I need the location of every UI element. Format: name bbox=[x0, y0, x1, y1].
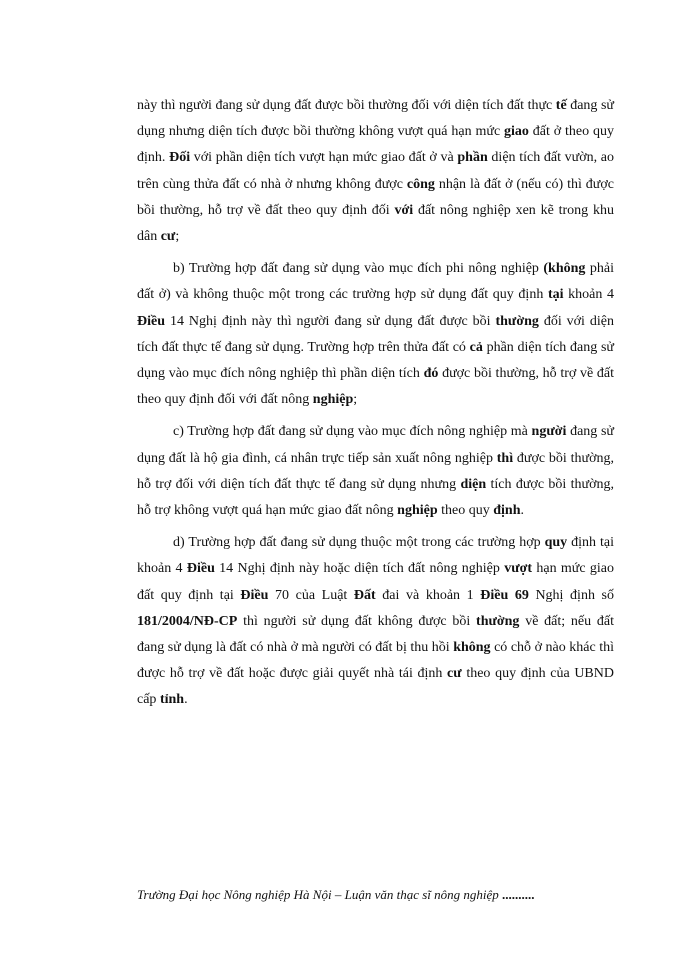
paragraph bbox=[137, 419, 614, 524]
bold-run: Điều bbox=[137, 313, 165, 329]
text-run: 70 của Luật bbox=[268, 587, 354, 603]
text-run: hạn mức giao đất quy định tại bbox=[137, 561, 614, 603]
bold-run: Điều bbox=[186, 561, 215, 577]
bold-run: tỉnh bbox=[159, 692, 185, 708]
text-run: đang sử dụng đất là hộ gia đình, cá nhân trực tiếp sản xuất nông nghiệp bbox=[137, 424, 614, 466]
bold-run: thường bbox=[495, 313, 539, 329]
bold-run: diện bbox=[460, 476, 487, 492]
bold-run: cả bbox=[469, 339, 483, 355]
text-run: theo quy bbox=[437, 503, 494, 519]
text-run: ; bbox=[175, 229, 180, 245]
text-run: này thì người đang sử dụng đất được bồi thường đối với diện tích đất thực bbox=[137, 98, 556, 113]
paragraph bbox=[137, 530, 614, 713]
text-run: b) Trường hợp đất đang sử dụng vào mục đích phi nông nghiệp bbox=[173, 261, 544, 277]
bold-run: 181/2004/NĐ-CP bbox=[137, 613, 238, 629]
bold-run: Đất bbox=[353, 587, 376, 603]
text-run: về đất; nếu đất đang sử dụng là đất có nhà ở mà người có đất bị thu hồi bbox=[137, 613, 614, 656]
bold-run: (không bbox=[543, 261, 586, 277]
text-run: d) Trường hợp đất đang sử dụng thuộc một trong các trường hợp bbox=[173, 535, 545, 551]
bold-run: quy bbox=[544, 535, 568, 551]
bold-run: giao bbox=[504, 124, 529, 140]
text-run: với phần diện tích vượt hạn mức giao đất ở và bbox=[190, 150, 458, 166]
bold-run: đó bbox=[423, 366, 439, 382]
bold-run: cư bbox=[447, 666, 462, 682]
text-run: có chỗ ở nào khác thì được hỗ trợ về đất hoặc được giải quyết nhà tái định bbox=[137, 640, 614, 682]
bold-run: định bbox=[493, 503, 521, 519]
text-run: tích được bồi thường, hỗ trợ không vượt quá hạn mức giao đất nông bbox=[137, 476, 614, 519]
paragraph bbox=[137, 256, 614, 413]
footer-ellipsis: .......... bbox=[498, 887, 535, 902]
text-run: định tại khoản 4 bbox=[137, 535, 614, 577]
bold-run: thường bbox=[476, 613, 520, 629]
page-footer bbox=[137, 887, 614, 903]
bold-run: vượt bbox=[504, 561, 533, 577]
text-run: nhận là đất ở (nếu có) thì được bồi thường, hỗ trợ về đất theo quy định đối bbox=[137, 176, 615, 218]
bold-run: cư bbox=[160, 229, 176, 245]
text-run: thì người sử dụng đất không được bồi bbox=[237, 613, 477, 629]
bold-run: công bbox=[406, 176, 435, 192]
text-run: 14 Nghị định này hoặc diện tích đất nông nghiệp bbox=[214, 561, 505, 577]
text-run: theo quy định của UBND cấp bbox=[137, 666, 614, 708]
text-run: diện tích đất vườn, ao trên cùng thửa đất có nhà ở nhưng không được bbox=[137, 150, 615, 192]
footer-text: Trường Đại học Nông nghiệp Hà Nội – Luận văn thạc sĩ nông nghiệp bbox=[137, 887, 499, 902]
bold-run: người bbox=[531, 424, 567, 440]
text-run: phải đất ở) và không thuộc một trong các trường hợp sử dụng đất quy định bbox=[137, 261, 614, 303]
text-run: c) Trường hợp đất đang sử dụng vào mục đích nông nghiệp mà bbox=[173, 424, 532, 440]
text-run: đai và khoản 1 bbox=[375, 587, 481, 603]
text-run: ; bbox=[353, 392, 358, 408]
text-run: . bbox=[520, 503, 524, 519]
bold-run: với bbox=[394, 202, 414, 218]
bold-run: tế bbox=[555, 98, 567, 113]
text-run: đối với diện tích đất thực tế đang sử dụng. Trường hợp trên thửa đất có bbox=[137, 313, 614, 355]
text-run: khoản 4 bbox=[563, 287, 614, 303]
text-run: . bbox=[184, 692, 188, 708]
bold-run: Điều 69 bbox=[480, 587, 529, 603]
text-run: được bồi thường, hỗ trợ đối với diện tích đất thực tế đang sử dụng nhưng bbox=[137, 450, 614, 492]
bold-run: Đối bbox=[169, 150, 191, 166]
text-run: Nghị định số bbox=[528, 587, 614, 603]
text-run: đất nông nghiệp xen kẽ trong khu dân bbox=[137, 202, 614, 245]
document-body bbox=[137, 93, 614, 714]
text-run: 14 Nghị định này thì người đang sử dụng đất được bồi bbox=[165, 313, 496, 329]
text-run: đang sử dụng nhưng diện tích được bồi thường không vượt quá hạn mức bbox=[137, 98, 615, 140]
text-run: được bồi thường, hỗ trợ về đất theo quy định đối với đất nông bbox=[137, 366, 614, 408]
bold-run: Điều bbox=[240, 587, 269, 603]
bold-run: phần bbox=[457, 150, 488, 166]
bold-run: nghiệp bbox=[312, 392, 354, 408]
paragraph bbox=[137, 93, 614, 250]
bold-run: không bbox=[453, 640, 491, 656]
bold-run: nghiệp bbox=[397, 503, 438, 519]
bold-run: thì bbox=[496, 450, 514, 466]
text-run: phần diện tích đang sử dụng vào mục đích nông nghiệp thì phần diện tích bbox=[137, 339, 614, 382]
bold-run: tại bbox=[547, 287, 564, 303]
text-run: đất ở theo quy định. bbox=[137, 124, 614, 166]
